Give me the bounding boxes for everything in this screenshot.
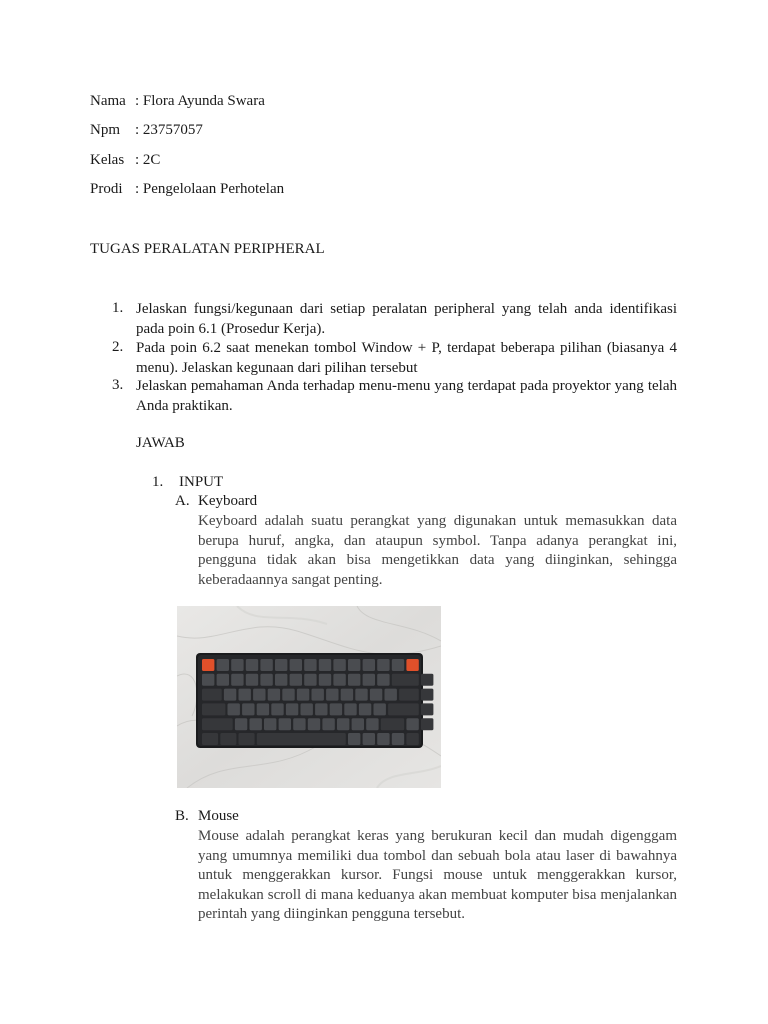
- keycap: [421, 674, 433, 686]
- keycap: [366, 718, 378, 730]
- keycap: [224, 689, 236, 701]
- identity-value: : Pengelolaan Perhotelan: [135, 181, 285, 197]
- question-text: Pada poin 6.2 saat menekan tombol Window + P, terdapat beberapa pilihan (biasanya 4 menu). Jelaskan kegunaan dari pilihan tersebut: [136, 340, 677, 376]
- keycap: [322, 718, 334, 730]
- keycap: [315, 703, 327, 715]
- keycap: [363, 659, 375, 671]
- keycap: [319, 659, 331, 671]
- keycap: [304, 659, 316, 671]
- keycap: [264, 718, 276, 730]
- keycap: [290, 674, 302, 686]
- keycap: [268, 689, 280, 701]
- keycap: [228, 703, 240, 715]
- identity-value: : 2C: [135, 152, 161, 168]
- keycap: [377, 659, 389, 671]
- keycap: [308, 718, 320, 730]
- keycap: [385, 689, 397, 701]
- keycap: [363, 733, 375, 745]
- keycap: [406, 718, 418, 730]
- keycap: [297, 689, 309, 701]
- keycap: [246, 674, 258, 686]
- keycap: [202, 689, 222, 701]
- identity-label: Kelas: [90, 152, 125, 168]
- keycap: [421, 689, 433, 701]
- keycap: [250, 718, 262, 730]
- keycap: [388, 703, 419, 715]
- keycap: [202, 733, 218, 745]
- question-number: 1.: [112, 300, 124, 316]
- identity-value: : 23757057: [135, 122, 203, 138]
- question-number: 2.: [112, 339, 124, 355]
- keycap: [341, 689, 353, 701]
- keycap: [319, 674, 331, 686]
- keycap: [374, 703, 386, 715]
- keycap: [202, 674, 214, 686]
- keycap: [337, 718, 349, 730]
- keycap: [260, 659, 272, 671]
- section-number: 1.: [152, 474, 164, 490]
- keycap: [257, 733, 346, 745]
- keycap: [326, 689, 338, 701]
- question-text: Jelaskan fungsi/kegunaan dari setiap peralatan peripheral yang telah anda identifikasi pada poin 6.1 (Prosedur Kerja).: [136, 301, 677, 337]
- keycap: [377, 674, 389, 686]
- keycap: [406, 733, 418, 745]
- keycap: [421, 718, 433, 730]
- keycap: [239, 733, 255, 745]
- keycap: [330, 703, 342, 715]
- keycap: [352, 718, 364, 730]
- keycap: [253, 689, 265, 701]
- keycap: [290, 659, 302, 671]
- item-title-keyboard: Keyboard: [198, 493, 258, 509]
- keycap: [333, 659, 345, 671]
- keycap: [217, 674, 229, 686]
- keycap: [406, 659, 418, 671]
- identity-label: Nama: [90, 93, 126, 109]
- identity-label: Prodi: [90, 181, 123, 197]
- keycap: [246, 659, 258, 671]
- keycap: [355, 689, 367, 701]
- keycap: [421, 703, 433, 715]
- keycap: [275, 674, 287, 686]
- mouse-description: Mouse adalah perangkat keras yang berukuran kecil dan mudah digenggam yang umumnya memiliki dua tombol dan sebuah bola atau laser di bawahnya untuk menggerakkan kursor. Fungsi mouse untuk menggerakkan kursor, melakukan scroll di mana keduanya akan membuat komputer bisa menjalankan perintah yang diinginkan pengguna tersebut.: [198, 828, 677, 922]
- keycap: [301, 703, 313, 715]
- keyboard-description: Keyboard adalah suatu perangkat yang digunakan untuk memasukkan data berupa huruf, angka, dan ataupun symbol. Tanpa adanya perangkat ini, pengguna tidak akan bisa mengetikkan data yang diinginkan, sehingga keberadaannya sangat penting.: [198, 513, 677, 588]
- keycap: [304, 674, 316, 686]
- keycap: [202, 703, 225, 715]
- keycap: [392, 659, 404, 671]
- keycap: [348, 659, 360, 671]
- keycap: [377, 733, 389, 745]
- keycap: [286, 703, 298, 715]
- keycap: [282, 689, 294, 701]
- section-title: INPUT: [179, 474, 224, 490]
- item-letter: A.: [175, 493, 190, 509]
- identity-value: : Flora Ayunda Swara: [135, 93, 265, 109]
- keycap: [333, 674, 345, 686]
- keycap: [344, 703, 356, 715]
- keycap: [279, 718, 291, 730]
- keyboard-photo: [177, 606, 441, 788]
- keycap: [359, 703, 371, 715]
- keycap: [231, 659, 243, 671]
- keycap: [239, 689, 251, 701]
- keycap: [392, 674, 419, 686]
- keycap: [220, 733, 236, 745]
- question-number: 3.: [112, 377, 124, 393]
- keycap: [363, 674, 375, 686]
- keycap: [370, 689, 382, 701]
- document-title: TUGAS PERALATAN PERIPHERAL: [90, 241, 325, 257]
- keycap: [242, 703, 254, 715]
- answer-heading: JAWAB: [136, 435, 185, 451]
- keycap: [260, 674, 272, 686]
- keycap: [257, 703, 269, 715]
- keycap: [348, 674, 360, 686]
- keycap: [271, 703, 283, 715]
- question-text: Jelaskan pemahaman Anda terhadap menu-menu yang terdapat pada proyektor yang telah Anda praktikan.: [136, 378, 677, 414]
- keycap: [348, 733, 360, 745]
- keycap: [231, 674, 243, 686]
- keycap: [217, 659, 229, 671]
- keycap: [202, 718, 233, 730]
- identity-label: Npm: [90, 122, 120, 138]
- keycap: [275, 659, 287, 671]
- keycap: [293, 718, 305, 730]
- keycap: [202, 659, 214, 671]
- keycap: [399, 689, 419, 701]
- keycap: [392, 733, 404, 745]
- keycap: [312, 689, 324, 701]
- keycap: [235, 718, 247, 730]
- item-letter: B.: [175, 808, 189, 824]
- keycap: [381, 718, 404, 730]
- item-title-mouse: Mouse: [198, 808, 239, 824]
